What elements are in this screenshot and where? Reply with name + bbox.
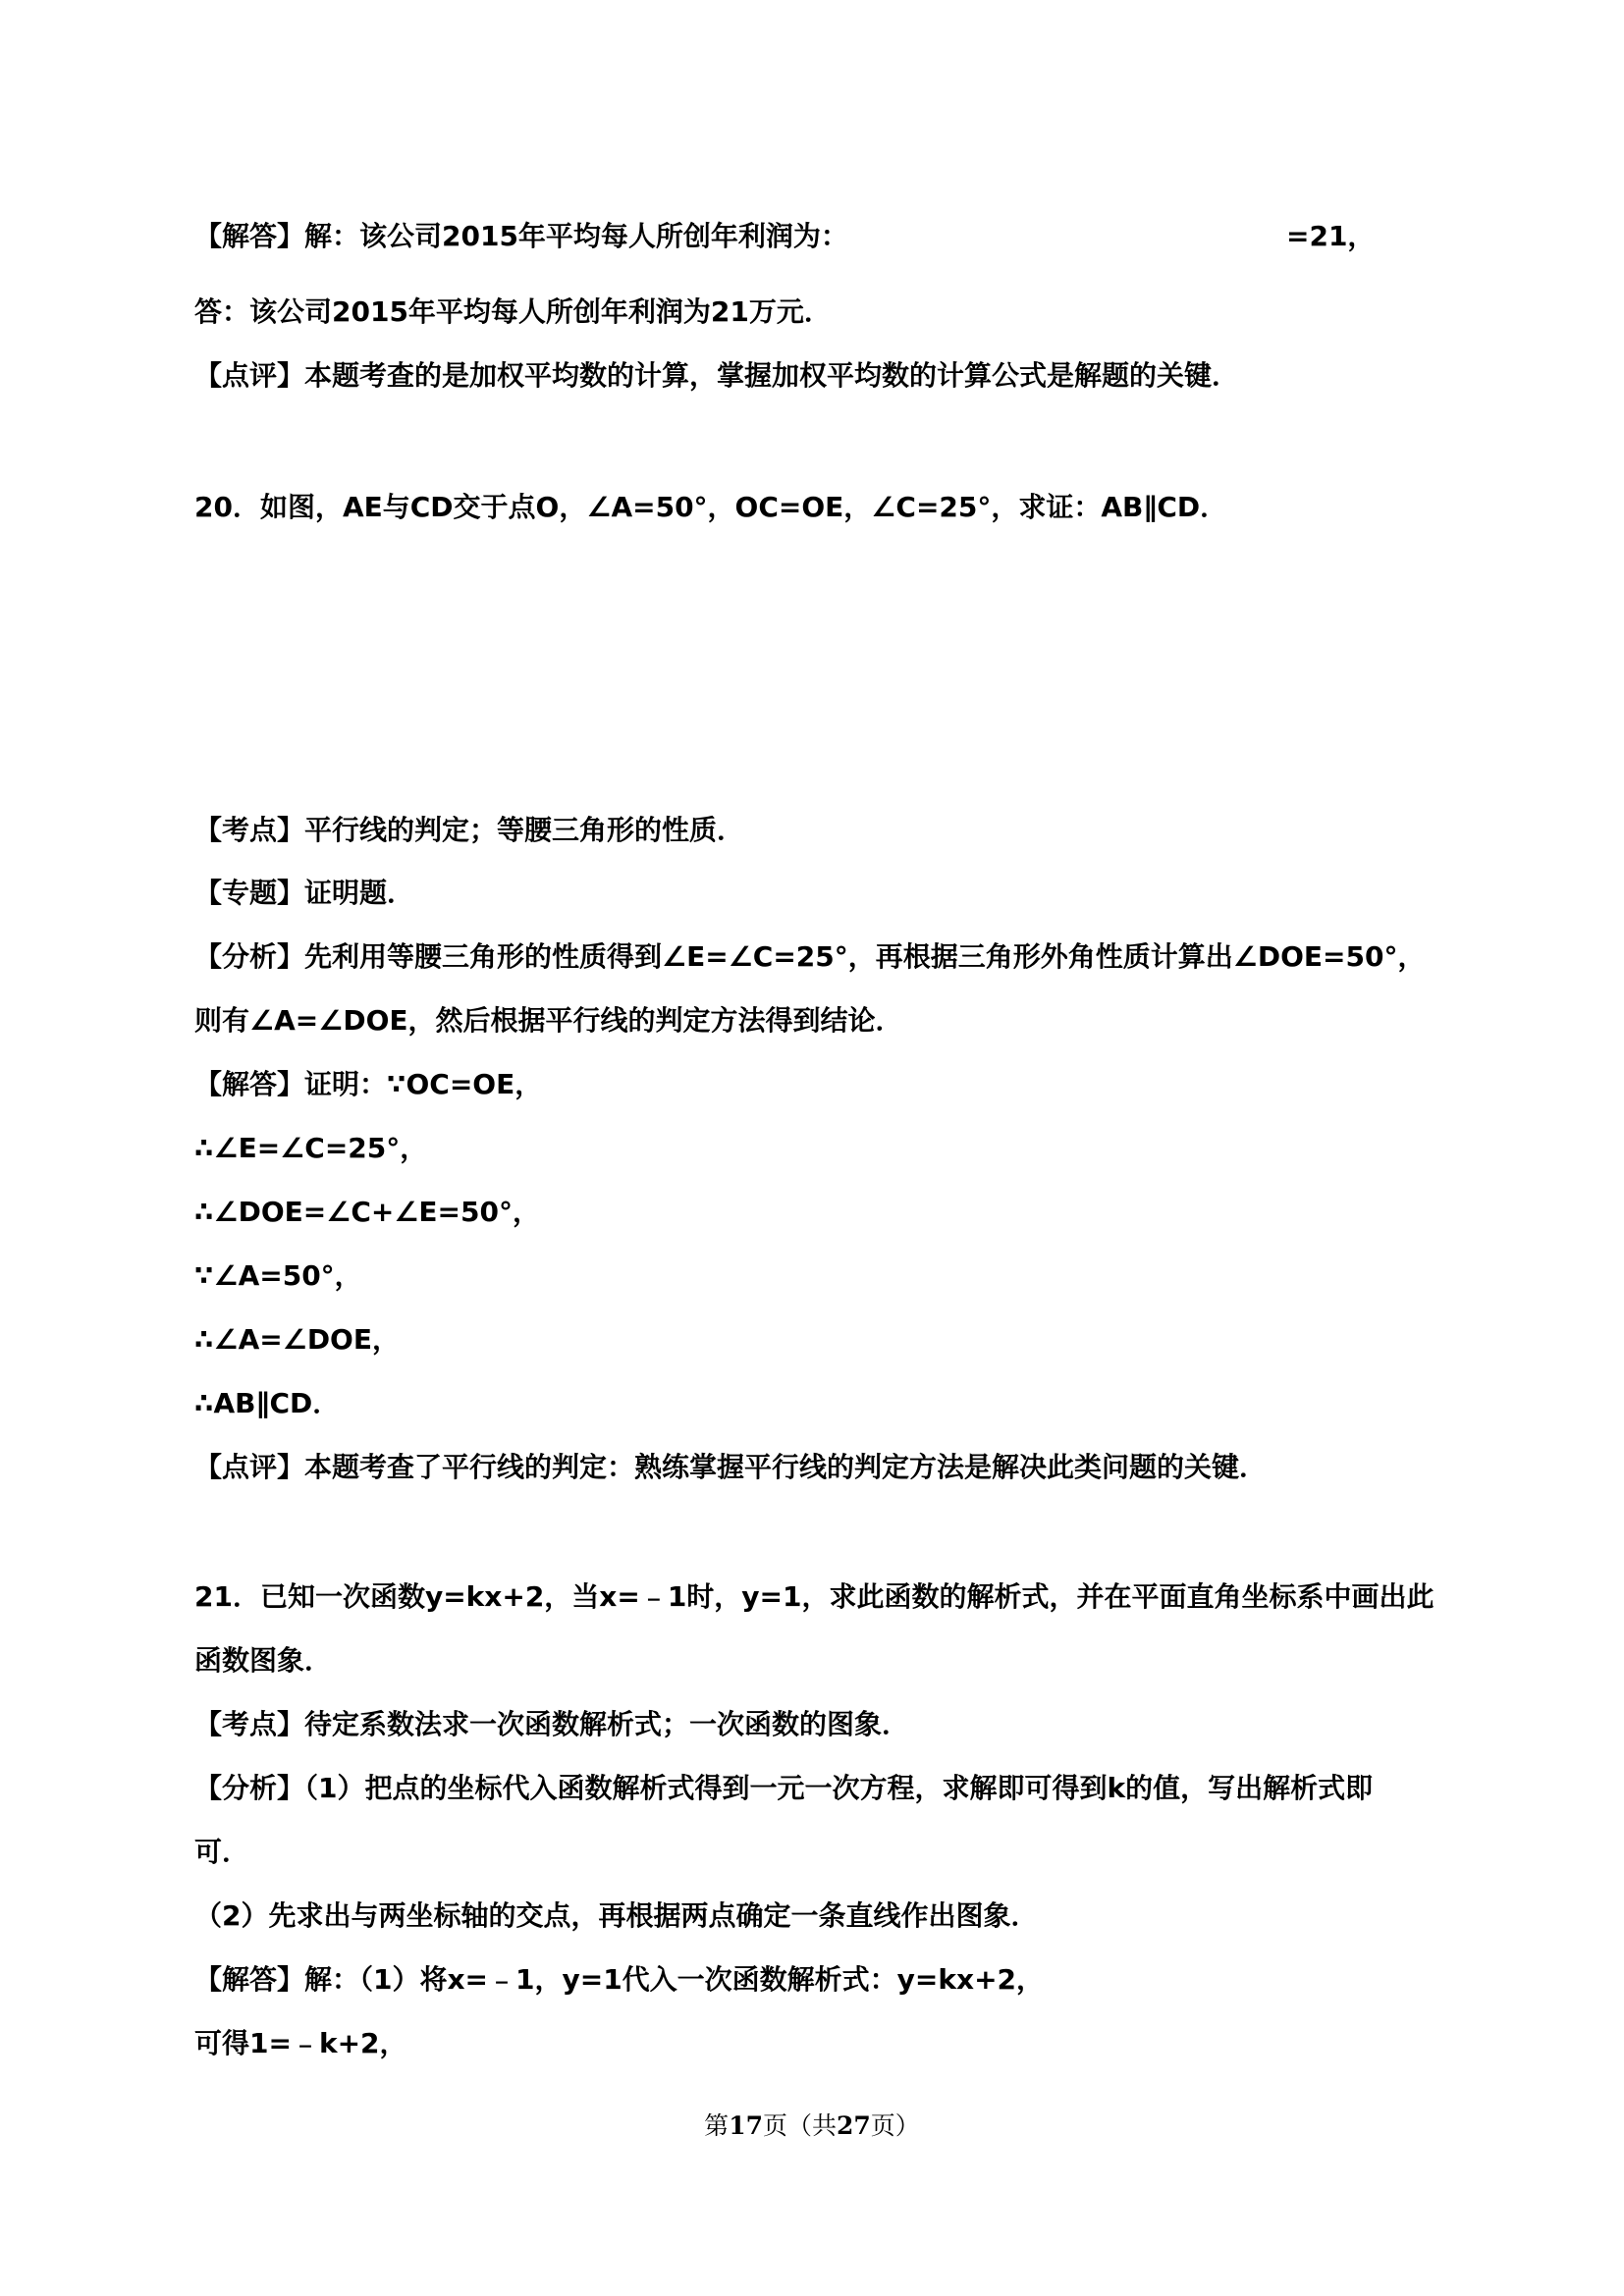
footer-suffix: 页） xyxy=(870,2111,920,2140)
q19-answer xyxy=(194,217,848,256)
q20-answer-line-5: ∴∠A=∠DOE， xyxy=(194,1323,400,1356)
q20-question: 20．如图，AE与CD交于点O，∠A=50°，OC=OE，∠C=25°，求证：AB∥CD． xyxy=(194,491,1228,523)
q20-answer-line-3: ∴∠DOE=∠C+∠E=50°， xyxy=(194,1196,540,1228)
q21-analysis-line-2: 可． xyxy=(194,1836,250,1868)
q21-analysis-line-1: 【分析】（1）把点的坐标代入函数解析式得到一元一次方程，求解即可得到k的值，写出解析式即 xyxy=(194,1772,1374,1804)
q20-comment: 【点评】本题考查了平行线的判定：熟练掌握平行线的判定方法是解决此类问题的关键． xyxy=(194,1451,1268,1483)
q21-analysis-line-3: （2）先求出与两坐标轴的交点，再根据两点确定一条直线作出图象． xyxy=(194,1899,1039,1932)
footer-prefix: 第 xyxy=(704,2111,730,2140)
q20-answer-line-2: ∴∠E=∠C=25°， xyxy=(194,1132,428,1164)
q20-topic: 【专题】证明题． xyxy=(194,877,415,909)
q21-question-line-1: 21．已知一次函数y=kx+2，当x=﹣1时，y=1，求此函数的解析式，并在平面直角坐标系中画出此 xyxy=(194,1580,1435,1613)
q20-answer-line-4: ∵∠A=50°， xyxy=(194,1259,362,1292)
q20-analysis-line-1: 【分析】先利用等腰三角形的性质得到∠E=∠C=25°，再根据三角形外角性质计算出∠DOE=50°， xyxy=(194,940,1426,973)
footer-current-page: 17 xyxy=(729,2111,763,2140)
page-footer xyxy=(0,2109,1624,2144)
q19-conclusion: 答：该公司2015年平均每人所创年利润为21万元． xyxy=(194,295,832,328)
q20-answer-line-6: ∴AB∥CD． xyxy=(194,1387,341,1419)
q20-point: 【考点】平行线的判定；等腰三角形的性质． xyxy=(194,814,745,846)
q21-answer-line-2: 可得1=﹣k+2， xyxy=(194,2027,407,2059)
q21-point: 【考点】待定系数法求一次函数解析式；一次函数的图象． xyxy=(194,1708,910,1740)
q19-comment: 【点评】本题考查的是加权平均数的计算，掌握加权平均数的计算公式是解题的关键． xyxy=(194,359,1240,392)
q20-analysis-line-2: 则有∠A=∠DOE，然后根据平行线的判定方法得到结论． xyxy=(194,1004,903,1037)
q21-answer-line-1: 【解答】解：（1）将x=﹣1，y=1代入一次函数解析式：y=kx+2， xyxy=(194,1963,1045,1996)
q19-answer-result: =21， xyxy=(1286,220,1376,252)
q21-question-line-2: 函数图象． xyxy=(194,1644,333,1677)
q19-answer-left: 【解答】解：该公司2015年平均每人所创年利润为： xyxy=(194,220,848,252)
footer-total-pages: 27 xyxy=(837,2111,871,2140)
footer-middle: 页（共 xyxy=(762,2111,837,2140)
q20-answer-line-1: 【解答】证明：∵OC=OE， xyxy=(194,1068,543,1100)
